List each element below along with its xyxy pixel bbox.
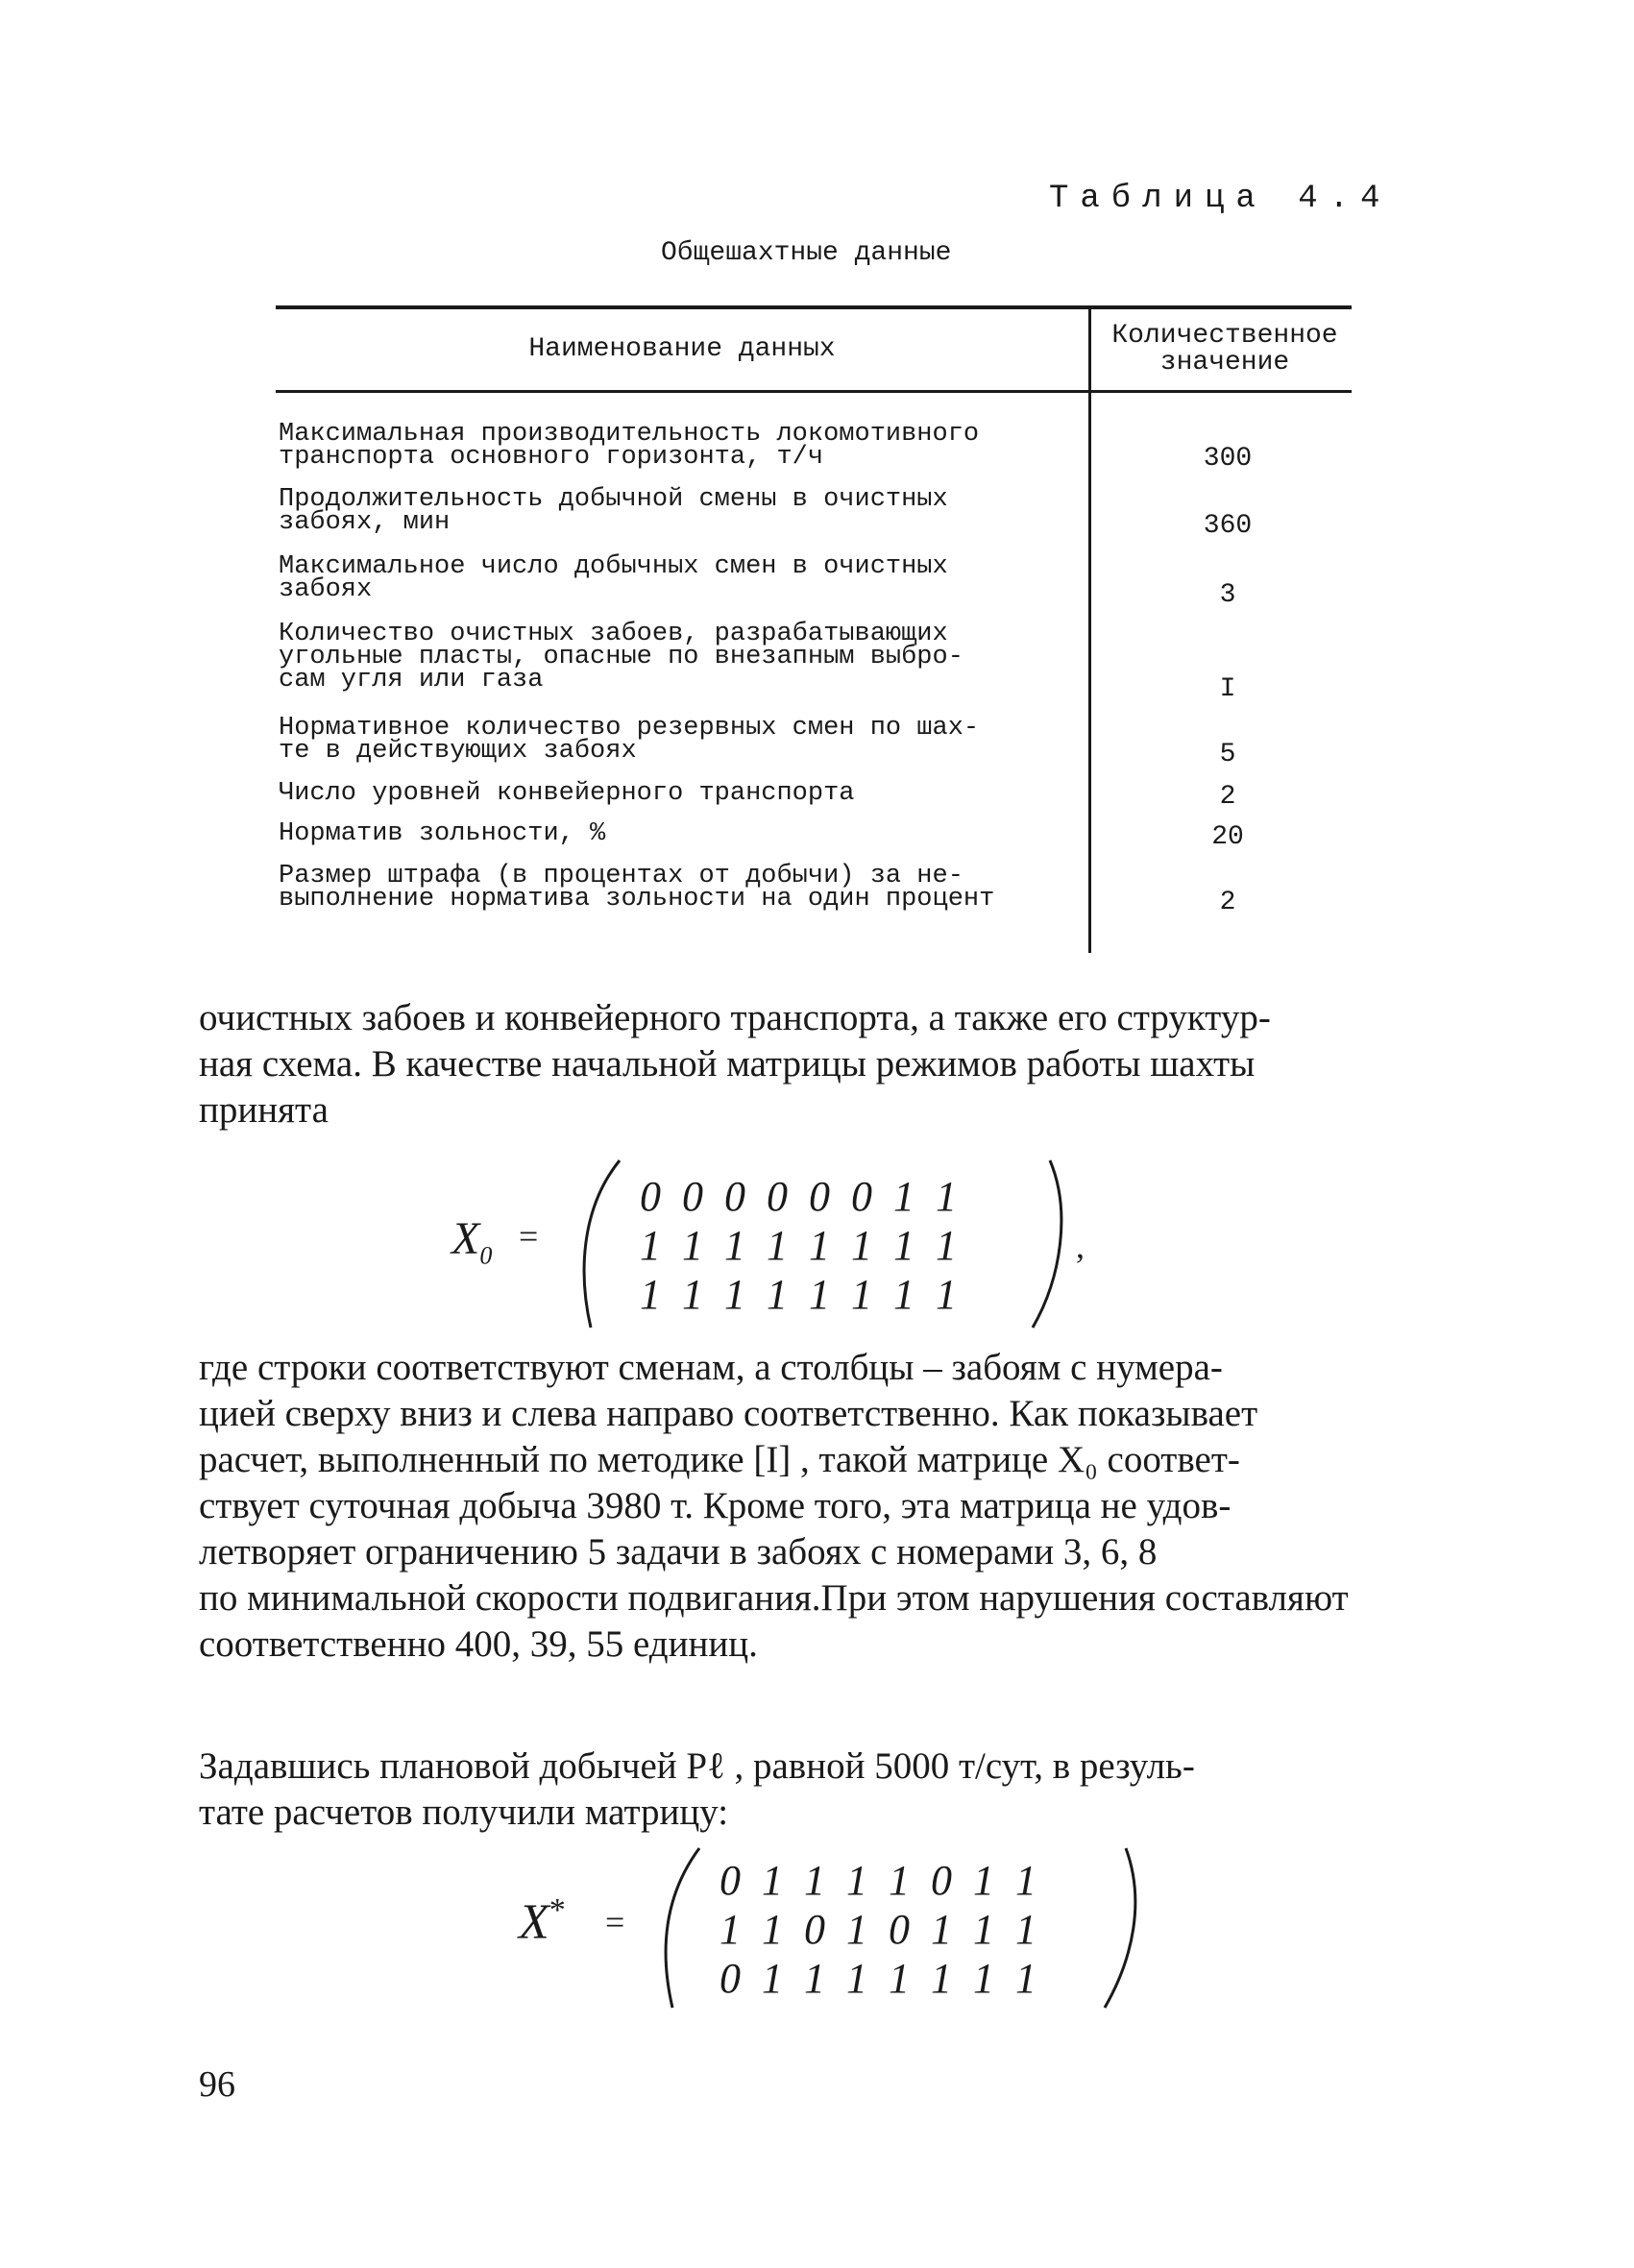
- table-row-value: I: [1219, 674, 1236, 704]
- matrix-cell: 1: [804, 1857, 825, 1904]
- matrix-cell: 1: [931, 1906, 952, 1953]
- matrix-cell: 1: [893, 1271, 915, 1318]
- matrix-cell: 1: [640, 1222, 661, 1269]
- matrix-cell: 1: [767, 1222, 788, 1269]
- table-row-name: Число уровней конвейерного транспорта: [279, 779, 855, 808]
- paragraph-intro: очистных забоев и конвейерного транспорта, а также его структур- ная схема. В качестве начальной матрицы режимов работы шахты принята: [199, 997, 1271, 1131]
- matrix-xstar-body: [709, 1856, 1047, 2003]
- matrix-cell: 0: [767, 1173, 788, 1220]
- matrix-cell: 0: [719, 1955, 741, 2002]
- matrix-cell: 1: [846, 1857, 867, 1904]
- matrix-cell: 1: [719, 1906, 741, 1953]
- matrix-cell: 1: [973, 1857, 994, 1904]
- matrix-cell: 1: [936, 1173, 957, 1220]
- matrix-cell: 1: [851, 1222, 872, 1269]
- matrix-cell: 1: [1015, 1857, 1036, 1904]
- matrix-cell: 1: [973, 1906, 994, 1953]
- table-row-name: Норматив зольности, %: [279, 819, 606, 848]
- table-header-value: Количественное значение: [1111, 321, 1338, 378]
- matrix-cell: 1: [809, 1271, 830, 1318]
- table-row-name: Максимальная производительность локомотивного транспорта основного горизонта, т/ч: [279, 420, 980, 472]
- matrix-cell: 0: [804, 1906, 825, 1953]
- table-row-value: 3: [1219, 580, 1236, 610]
- matrix-row: [629, 1221, 967, 1270]
- matrix-cell: 0: [809, 1173, 830, 1220]
- matrix-cell: 1: [809, 1222, 830, 1269]
- matrix-cell: 0: [889, 1906, 910, 1953]
- table-caption: Общешахтные данные: [661, 238, 952, 268]
- table-row-value: 300: [1203, 444, 1253, 474]
- matrix-cell: 1: [936, 1222, 957, 1269]
- table-label: Таблица 4.4: [1049, 181, 1392, 217]
- table-row-name: Нормативное количество резервных смен по шах- те в действующих забоях: [279, 714, 980, 766]
- table-row-name: Количество очистных забоев, разрабатывающих угольные пласты, опасные по внезапным выбро- сам угля или газа: [279, 620, 963, 695]
- page-number: 96: [199, 2064, 235, 2105]
- table-column-divider: [1088, 307, 1091, 953]
- matrix-xstar-equals: =: [605, 1903, 625, 1941]
- matrix-cell: 0: [851, 1173, 872, 1220]
- table-row-name: Размер штрафа (в процентах от добычи) за не- выполнение норматива зольности на один процент: [279, 862, 995, 914]
- matrix-cell: 1: [762, 1857, 783, 1904]
- matrix-cell: 0: [931, 1857, 952, 1904]
- matrix-row: [629, 1172, 967, 1221]
- matrix-x0-symbol: $X_0$: [451, 1213, 493, 1270]
- matrix-cell: 0: [719, 1857, 741, 1904]
- matrix-cell: 1: [724, 1222, 745, 1269]
- table-header-rule: [276, 390, 1352, 393]
- matrix-cell: 1: [804, 1955, 825, 2002]
- matrix-x0-body: [629, 1172, 967, 1319]
- matrix-cell: 0: [724, 1173, 745, 1220]
- matrix-cell: 1: [936, 1271, 957, 1318]
- table-row-name: Максимальное число добычных смен в очистных забоях: [279, 552, 948, 604]
- matrix-cell: 1: [889, 1955, 910, 2002]
- matrix-xstar-symbol: X*: [519, 1892, 566, 1950]
- matrix-cell: 1: [640, 1271, 661, 1318]
- matrix-row: [629, 1270, 967, 1319]
- table-top-rule: [276, 305, 1352, 309]
- matrix-cell: 1: [1015, 1906, 1036, 1953]
- paragraph-plan: Задавшись плановой добычей Pℓ , равной 5000 т/сут, в резуль- тате расчетов получили матрицу:: [199, 1745, 1195, 1833]
- matrix-cell: 1: [1015, 1955, 1036, 2002]
- matrix-x0-trailing-comma: ,: [1076, 1227, 1085, 1265]
- matrix-cell: 1: [851, 1271, 872, 1318]
- matrix-cell: 1: [846, 1955, 867, 2002]
- matrix-cell: 1: [762, 1955, 783, 2002]
- matrix-cell: 1: [893, 1222, 915, 1269]
- matrix-cell: 1: [846, 1906, 867, 1953]
- table-row-value: 2: [1219, 888, 1236, 917]
- matrix-cell: 1: [893, 1173, 915, 1220]
- matrix-x0-equals: =: [519, 1217, 539, 1256]
- matrix-cell: 1: [973, 1955, 994, 2002]
- table-row-value: 5: [1219, 740, 1236, 769]
- matrix-cell: 1: [724, 1271, 745, 1318]
- matrix-cell: 1: [682, 1222, 703, 1269]
- table-row-value: 360: [1203, 511, 1253, 541]
- matrix-row: [709, 1905, 1047, 1954]
- matrix-row: [709, 1856, 1047, 1905]
- matrix-cell: 1: [931, 1955, 952, 2002]
- matrix-cell: 1: [767, 1271, 788, 1318]
- table-header-name: Наименование данных: [528, 334, 836, 364]
- paragraph-explanation: где строки соответствуют сменам, а столбцы – забоям с нумера- цией сверху вниз и слева направо соответственно. Как показывает расчет, выполненный по методике [I] , такой матрице X₀ соответ- ствует суточная добыча 3980 т. Кроме того, эта матрица не удов- летворяет ограничению 5 задачи в забоях с номерами 3, 6, 8 по минимальной скорости подвигания.При этом нарушения составляют соответственно 400, 39, 55 единиц.: [199, 1347, 1349, 1665]
- matrix-cell: 1: [889, 1857, 910, 1904]
- table-row-value: 2: [1219, 782, 1236, 812]
- matrix-cell: 0: [682, 1173, 703, 1220]
- matrix-row: [709, 1954, 1047, 2003]
- table-row-value: 20: [1211, 822, 1244, 852]
- matrix-cell: 1: [762, 1906, 783, 1953]
- matrix-cell: 0: [640, 1173, 661, 1220]
- matrix-cell: 1: [682, 1271, 703, 1318]
- table-row-name: Продолжительность добычной смены в очистных забоях, мин: [279, 485, 948, 537]
